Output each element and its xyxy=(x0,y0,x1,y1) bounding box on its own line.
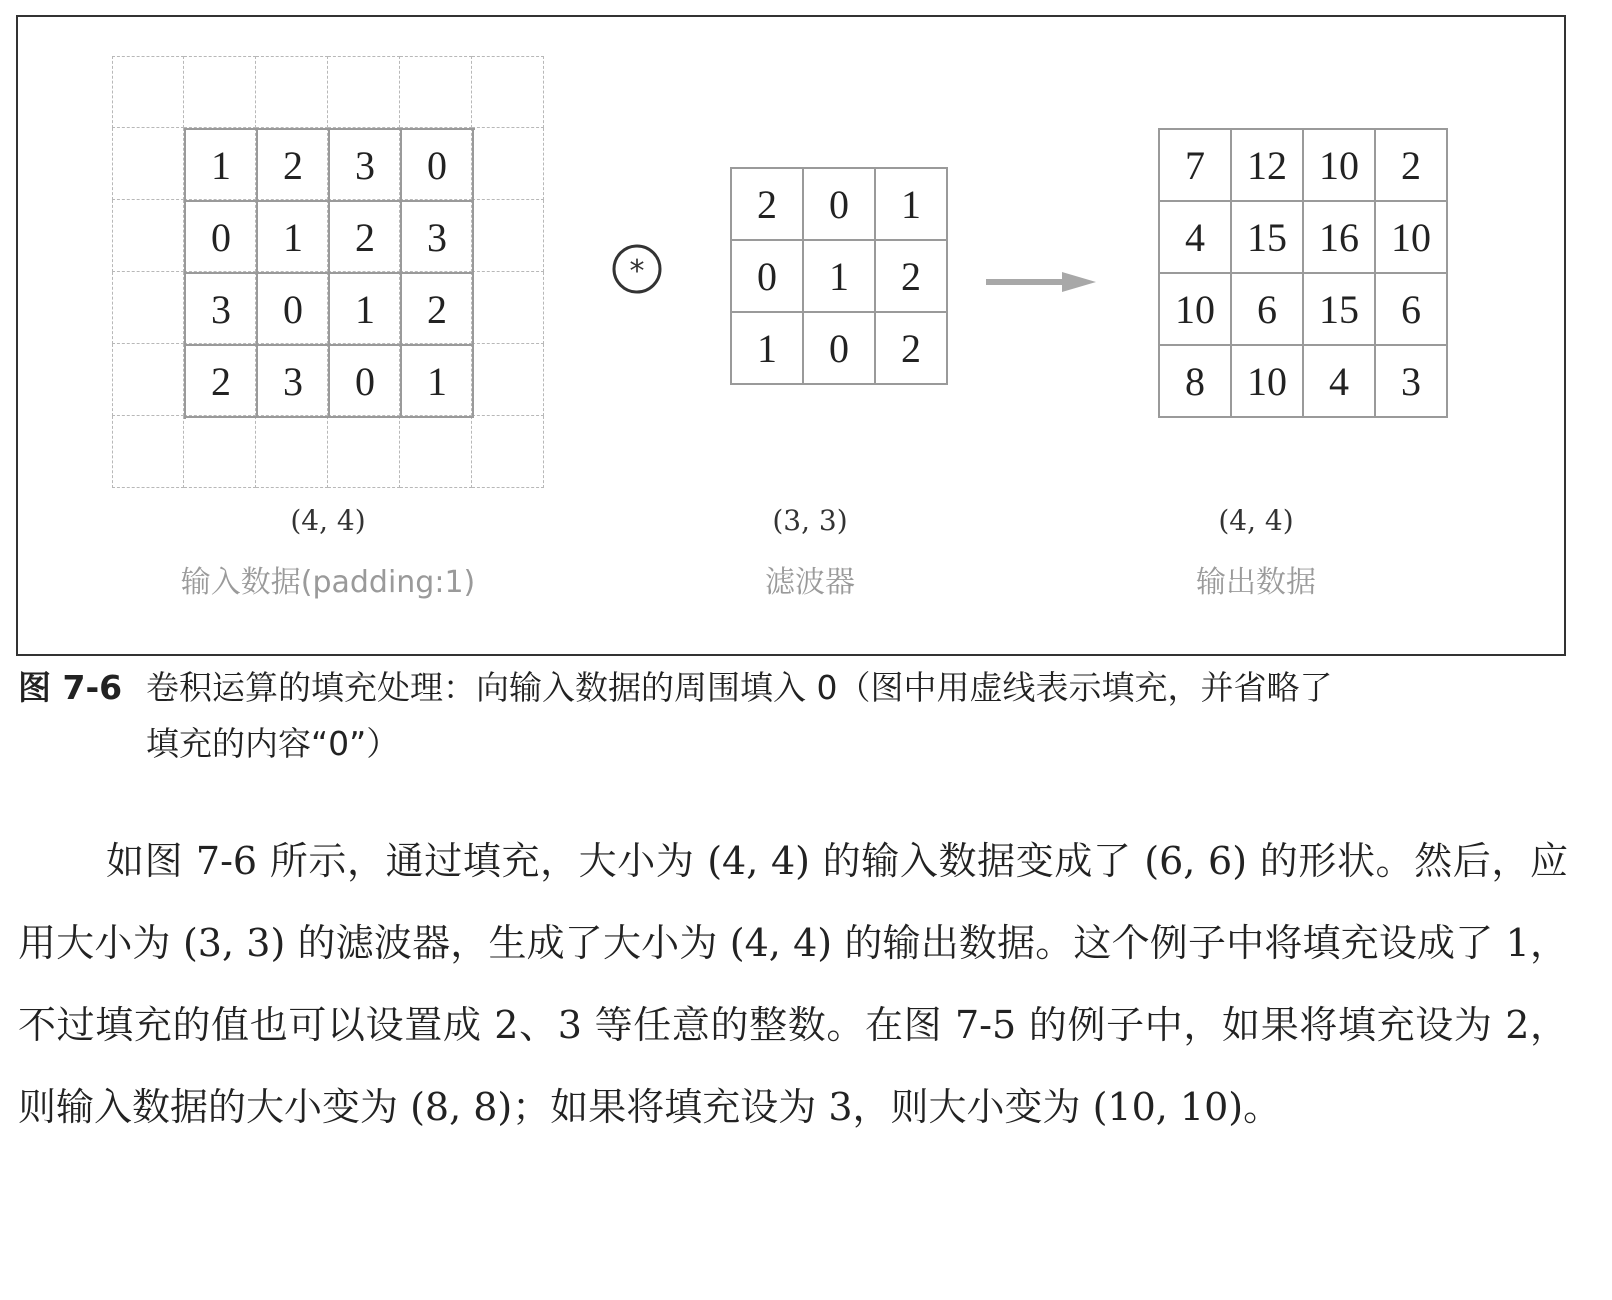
padding-cell xyxy=(472,56,544,128)
output-cell: 10 xyxy=(1232,346,1304,418)
output-matrix xyxy=(1158,128,1448,418)
padding-cell xyxy=(112,416,184,488)
output-cell: 3 xyxy=(1376,346,1448,418)
output-cell: 12 xyxy=(1232,130,1304,202)
input-cell: 3 xyxy=(186,274,258,346)
input-cell: 3 xyxy=(258,346,330,418)
filter-cell: 2 xyxy=(876,313,948,385)
output-cell: 4 xyxy=(1304,346,1376,418)
padding-cell xyxy=(112,56,184,128)
caption-line-2: 填充的内容“0”） xyxy=(146,724,400,763)
padding-cell xyxy=(328,56,400,128)
padding-cell xyxy=(184,56,256,128)
input-cell: 3 xyxy=(330,130,402,202)
input-cell: 2 xyxy=(402,274,474,346)
input-cell: 2 xyxy=(258,130,330,202)
filter-cell: 0 xyxy=(804,313,876,385)
input-cell: 1 xyxy=(330,274,402,346)
input-cell: 0 xyxy=(330,346,402,418)
output-cell: 7 xyxy=(1160,130,1232,202)
filter-name-label: 滤波器 xyxy=(765,565,855,600)
padding-cell xyxy=(472,128,544,200)
input-cell: 3 xyxy=(402,202,474,274)
padding-cell xyxy=(256,56,328,128)
output-cell: 4 xyxy=(1160,202,1232,274)
convolution-operator-icon xyxy=(610,242,664,296)
input-shape-label: (4, 4) xyxy=(290,504,366,537)
filter-cell: 2 xyxy=(732,169,804,241)
output-cell: 2 xyxy=(1376,130,1448,202)
padding-cell xyxy=(112,272,184,344)
caption-line-1: 卷积运算的填充处理：向输入数据的周围填入 0（图中用虚线表示填充，并省略了 xyxy=(146,668,1333,707)
padding-cell xyxy=(472,344,544,416)
filter-cell: 1 xyxy=(732,313,804,385)
filter-cell: 0 xyxy=(804,169,876,241)
filter-cell: 1 xyxy=(876,169,948,241)
input-cell: 2 xyxy=(186,346,258,418)
body-paragraph: 如图 7-6 所示，通过填充，大小为 (4, 4) 的输入数据变成了 (6, 6) 的形状。然后，应用大小为 (3, 3) 的滤波器，生成了大小为 (4, 4) 的输出数据。这个例子中将填充设成了 1，不过填充的值也可以设置成 2、3 等任意的整数。在图 7-5 的例子中，如果将填充设为 2，则输入数据的大小变为 (8, 8)；如果将填充设为 3，则大小变为 (10, 10)。 xyxy=(18,839,1568,1129)
output-cell: 10 xyxy=(1304,130,1376,202)
filter-matrix xyxy=(730,167,948,385)
padding-cell xyxy=(328,416,400,488)
filter-cell: 1 xyxy=(804,241,876,313)
input-cell: 1 xyxy=(402,346,474,418)
padding-cell xyxy=(112,128,184,200)
output-cell: 15 xyxy=(1232,202,1304,274)
output-cell: 15 xyxy=(1304,274,1376,346)
output-cell: 6 xyxy=(1232,274,1304,346)
figure-frame xyxy=(16,15,1566,656)
filter-cell: 2 xyxy=(876,241,948,313)
padding-cell xyxy=(112,200,184,272)
output-cell: 6 xyxy=(1376,274,1448,346)
filter-shape-label: (3, 3) xyxy=(772,504,848,537)
input-cell: 2 xyxy=(330,202,402,274)
padding-cell xyxy=(256,416,328,488)
padding-cell xyxy=(472,200,544,272)
padding-cell xyxy=(400,56,472,128)
output-cell: 10 xyxy=(1160,274,1232,346)
body-text xyxy=(18,820,1568,1148)
svg-text:*: * xyxy=(629,254,645,289)
input-name-label: 输入数据(padding:1) xyxy=(180,565,476,600)
output-cell: 16 xyxy=(1304,202,1376,274)
output-shape-label: (4, 4) xyxy=(1218,504,1294,537)
padding-cell xyxy=(472,416,544,488)
input-cell: 0 xyxy=(186,202,258,274)
input-cell: 0 xyxy=(258,274,330,346)
right-arrow-icon xyxy=(986,270,1098,294)
input-cell: 1 xyxy=(258,202,330,274)
input-cell: 1 xyxy=(186,130,258,202)
figure-caption xyxy=(18,660,1578,772)
padding-cell xyxy=(112,344,184,416)
input-matrix xyxy=(184,128,475,419)
caption-number: 图 7-6 xyxy=(18,668,123,707)
padding-cell xyxy=(184,416,256,488)
output-name-label: 输出数据 xyxy=(1196,565,1316,600)
padding-cell xyxy=(400,416,472,488)
padding-cell xyxy=(472,272,544,344)
output-cell: 8 xyxy=(1160,346,1232,418)
output-cell: 10 xyxy=(1376,202,1448,274)
filter-cell: 0 xyxy=(732,241,804,313)
input-cell: 0 xyxy=(402,130,474,202)
